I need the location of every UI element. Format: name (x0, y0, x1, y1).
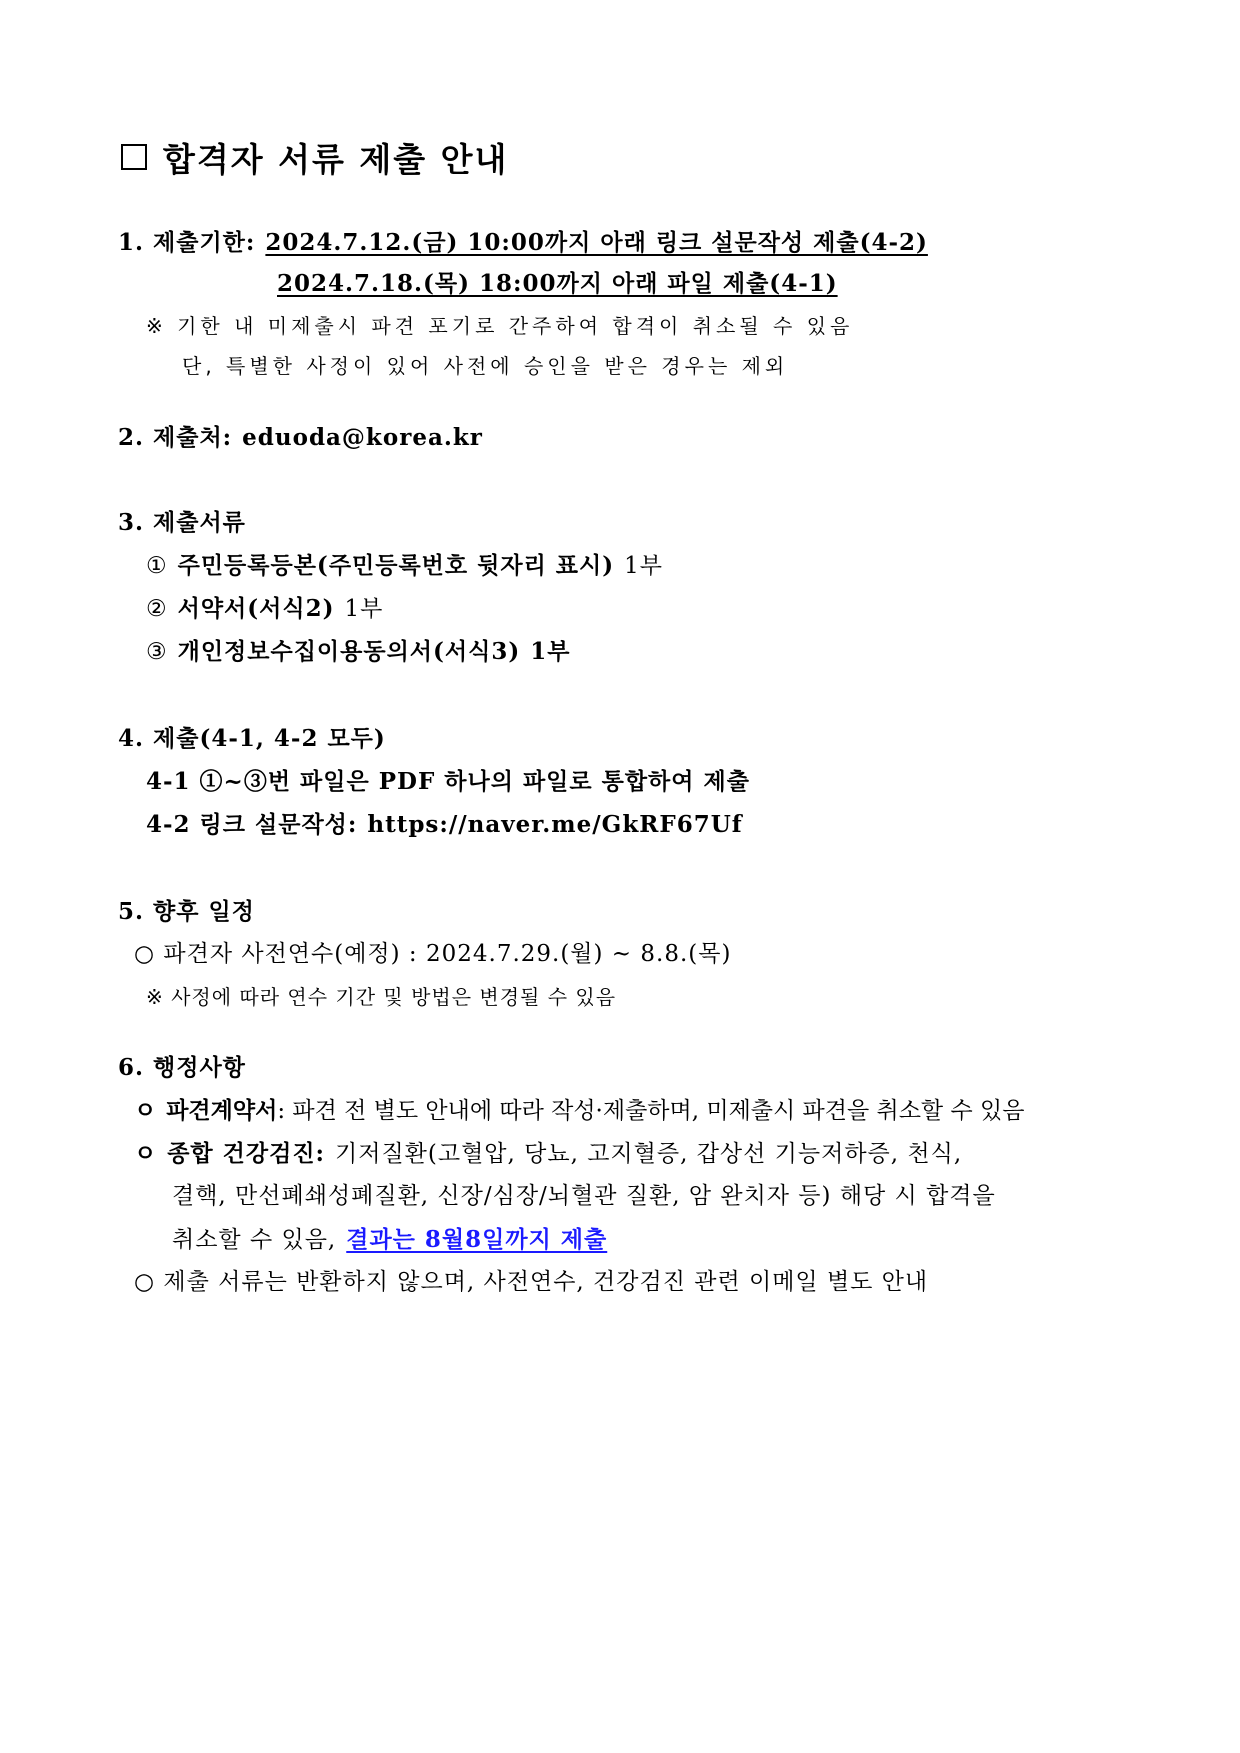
admin-item-health-check-line-3: 취소할 수 있음, 결과는 8월8일까지 제출 (172, 1226, 608, 1253)
section-2-label: 2. 제출처: (118, 424, 233, 451)
admin-item-return-policy: ○ 제출 서류는 반환하지 않으며, 사전연수, 건강검진 관련 이메일 별도 안내 (134, 1269, 929, 1295)
deadline-line-1: 2024.7.12.(금) 10:00까지 아래 링크 설문작성 제출(4-2) (265, 229, 928, 256)
health-result-deadline: 결과는 8월8일까지 제출 (346, 1226, 608, 1253)
section-2-destination (118, 424, 483, 452)
submission-item-4-2: 4-2 링크 설문작성: https://naver.me/GkRF67Uf (146, 811, 743, 838)
admin-item-health-check-line-2: 결핵, 만선폐쇄성폐질환, 신장/심장/뇌혈관 질환, 암 완치자 등) 해당 시 합격을 (172, 1183, 996, 1209)
deadline-note-2: 단, 특별한 사정이 있어 사전에 승인을 받은 경우는 제외 (182, 354, 789, 378)
schedule-item: ○ 파견자 사전연수(예정) : 2024.7.29.(월) ~ 8.8.(목) (134, 941, 732, 967)
document-item-2: ② 서약서(서식2) 1부 (146, 595, 384, 622)
section-6-heading: 6. 행정사항 (118, 1054, 246, 1081)
submission-email: eduoda@korea.kr (242, 424, 483, 451)
document-item-3: ③ 개인정보수집이용동의서(서식3) 1부 (146, 638, 571, 665)
section-4-heading: 4. 제출(4-1, 4-2 모두) (118, 725, 386, 752)
page-title: 합격자 서류 제출 안내 (121, 140, 508, 180)
admin-item-contract: ㅇ 파견계약서: 파견 전 별도 안내에 따라 작성·제출하며, 미제출시 파견을 취소할 수 있음 (134, 1097, 1025, 1124)
section-1-label: 1. 제출기한: (118, 229, 256, 256)
section-3-heading: 3. 제출서류 (118, 509, 246, 536)
schedule-note: ※ 사정에 따라 연수 기간 및 방법은 변경될 수 있음 (146, 985, 617, 1009)
deadline-line-2: 2024.7.18.(목) 18:00까지 아래 파일 제출(4-1) (277, 270, 838, 297)
admin-item-health-check: ㅇ 종합 건강검진: 기저질환(고혈압, 당뇨, 고지혈증, 갑상선 기능저하증, 천식, (134, 1140, 963, 1167)
section-1-deadline (118, 229, 928, 257)
deadline-note-1: ※ 기한 내 미제출시 파견 포기로 간주하여 합격이 취소될 수 있음 (146, 314, 854, 338)
checkbox-icon (121, 144, 147, 170)
document-item-1: ① 주민등록등본(주민등록번호 뒷자리 표시) 1부 (146, 552, 663, 579)
section-1-line-2 (277, 270, 838, 298)
submission-item-4-1: 4-1 ①~③번 파일은 PDF 하나의 파일로 통합하여 제출 (146, 768, 750, 795)
section-5-heading: 5. 향후 일정 (118, 898, 255, 925)
survey-link[interactable]: https://naver.me/GkRF67Uf (367, 811, 743, 838)
